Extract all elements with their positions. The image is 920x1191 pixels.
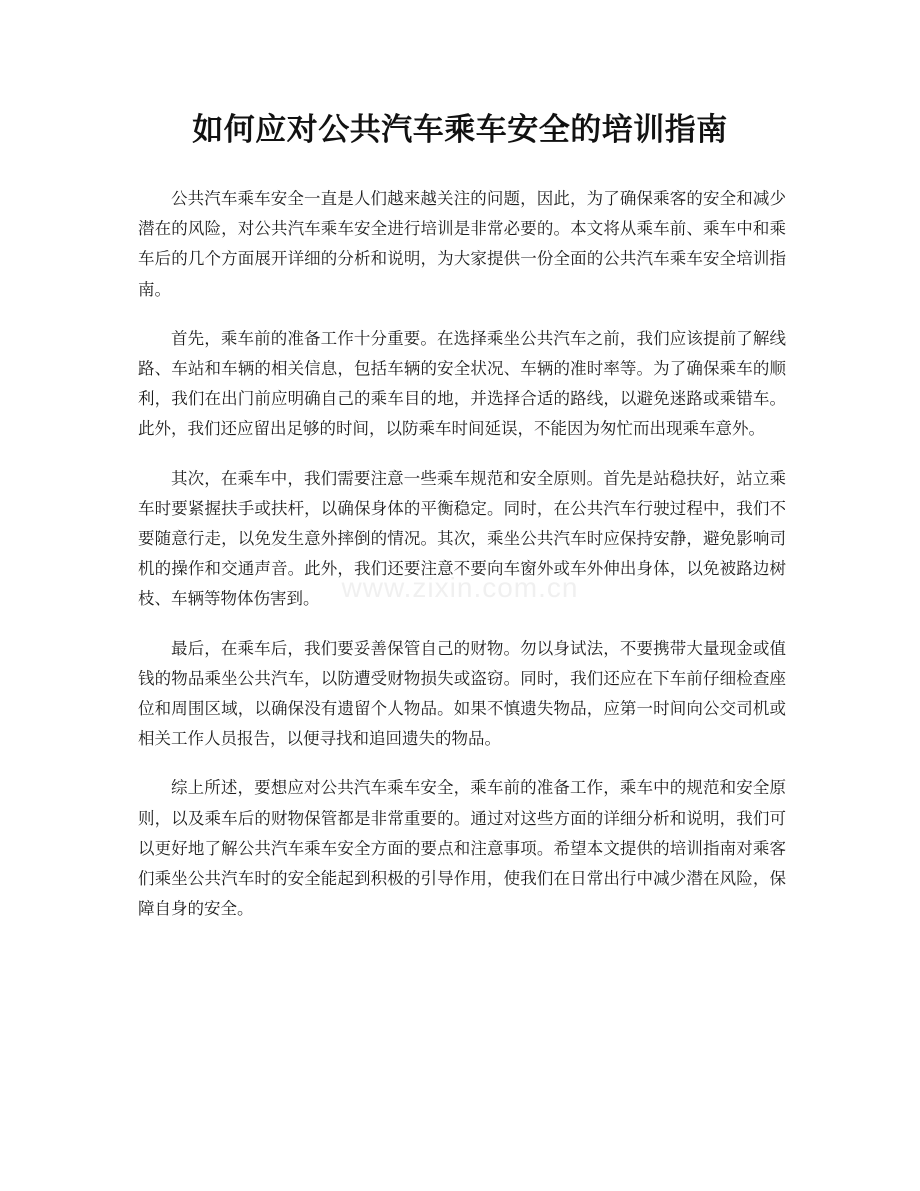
paragraph-intro: 公共汽车乘车安全一直是人们越来越关注的问题，因此，为了确保乘客的安全和减少潜在的风险，对公共汽车乘车安全进行培训是非常必要的。本文将从乘车前、乘车中和乘车后的几个方面展开详细的分析和说明，为大家提供一份全面的公共汽车乘车安全培训指南。 [138,189,786,299]
paragraph-before-boarding: 首先，乘车前的准备工作十分重要。在选择乘坐公共汽车之前，我们应该提前了解线路、车站和车辆的相关信息，包括车辆的安全状况、车辆的准时率等。为了确保乘车的顺利，我们在出门前应明确自己的乘车目的地，并选择合适的路线，以避免迷路或乘错车。此外，我们还应留出足够的时间，以防乘车时间延误，不能因为匆忙而出现乘车意外。 [138,328,786,439]
paragraph-after-ride: 最后，在乘车后，我们要妥善保管自己的财物。勿以身试法，不要携带大量现金或值钱的物品乘坐公共汽车，以防遭受财物损失或盗窃。同时，我们还应在下车前仔细检查座位和周围区域，以确保没有遗留个人物品。如果不慎遗失物品，应第一时间向公交司机或相关工作人员报告，以便寻找和追回遗失的物品。 [138,638,786,749]
paragraph-during-ride: 其次，在乘车中，我们需要注意一些乘车规范和安全原则。首先是站稳扶好，站立乘车时要紧握扶手或扶杆，以确保身体的平衡稳定。同时，在公共汽车行驶过程中，我们不要随意行走，以免发生意外摔倒的情况。其次，乘坐公共汽车时应保持安静，避免影响司机的操作和交通声音。此外，我们还要注意不要向车窗外或车外伸出身体，以免被路边树枝、车辆等物体伤害到。 [138,468,786,609]
document-title: 如何应对公共汽车乘车安全的培训指南 [192,112,728,148]
watermark: www.zixin.com.cn [341,572,579,603]
document-body [138,184,786,943]
paragraph-conclusion: 综上所述，要想应对公共汽车乘车安全，乘车前的准备工作，乘车中的规范和安全原则，以及乘车后的财物保管都是非常重要的。通过对这些方面的详细分析和说明，我们可以更好地了解公共汽车乘车安全方面的要点和注意事项。希望本文提供的培训指南对乘客们乘坐公共汽车时的安全能起到积极的引导作用，使我们在日常出行中减少潜在风险，保障自身的安全。 [138,778,786,919]
